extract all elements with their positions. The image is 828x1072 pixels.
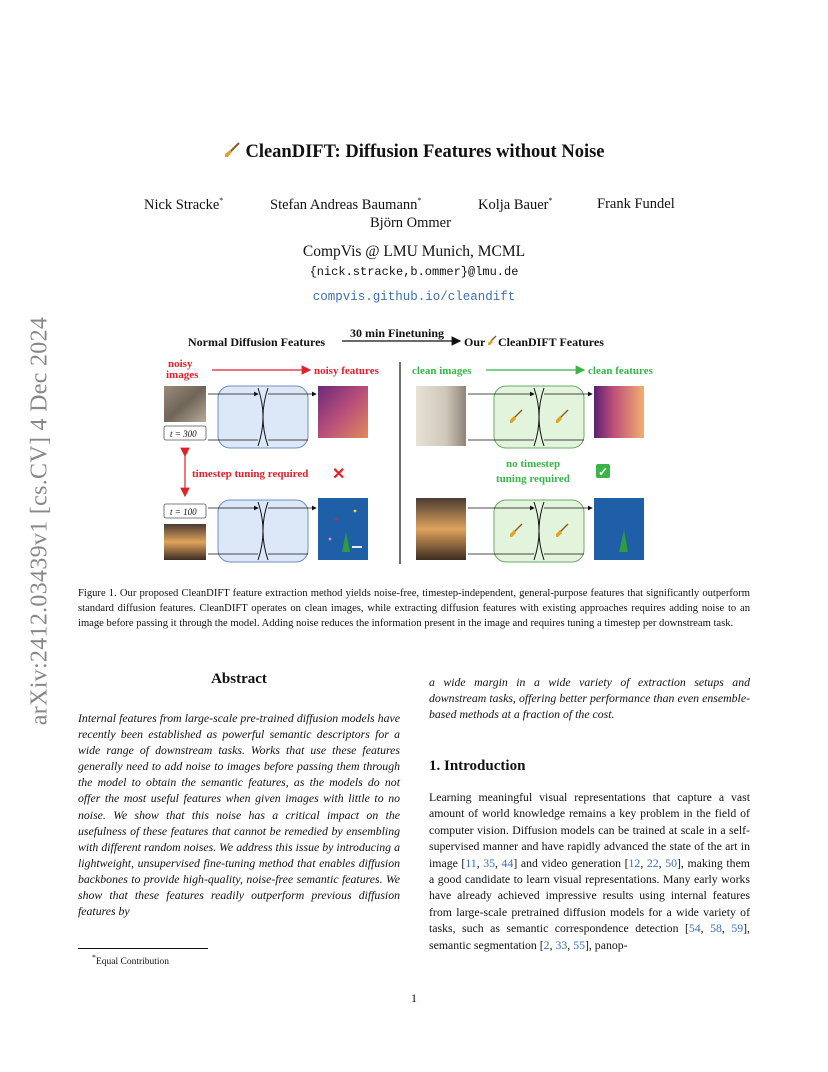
t-top-label: t = 300 [170,429,197,439]
segmentation-map-left [318,498,368,560]
broom-icon [488,336,496,345]
unet-box-right-top [468,386,592,448]
citation[interactable]: 35 [483,855,496,870]
citation[interactable]: 44 [501,855,514,870]
left-header: Normal Diffusion Features [188,335,326,349]
finetune-label: 30 min Finetuning [350,326,445,340]
citation[interactable]: 54 [688,921,701,936]
citation[interactable]: 33 [555,937,568,952]
author-emails: {nick.stracke,b.ommer}@lmu.de [309,265,519,279]
arxiv-stamp [20,290,60,752]
citation[interactable]: 2 [543,937,550,952]
footnote: *Equal Contribution [92,953,170,968]
introduction-paragraph: Learning meaningful visual representations that capture a vast amount of world knowledge remains a key problem in the field of computer vision. Diffusion models can be trained at scale in a self-supervised manner and have rapidly advanced the state of the art in image [11, 35, 44] and video generation [12, 22, 50], making them a good candidate to learn visual representations. Many early works have already achieved impressive results using internal features from large-scale pretrained diffusion models for a wide variety of tasks, such as semantic correspondence detection [54, 58, 59], semantic segmentation [2, 33, 55], panop- [429,790,750,952]
noisy-feature-map [318,386,368,438]
abstract-heading: Abstract [211,671,267,687]
author-5: Björn Ommer [370,215,451,231]
page-number: 1 [411,991,417,1005]
paper-title [0,141,828,163]
abstract-text-left: Internal features from large-scale pre-trained diffusion models have recently been established as powerful semantic descriptors for a wide range of downstream tasks. Works that use these features generally need to add noise to images before passing them through the model to obtain the semantic features, as the models do not offer the most useful features when given images with little to no noise. We show that this noise has a critical impact on the usefulness of these features that cannot be remedied by ensembling with different random noises. We address this issue by introducing a lightweight, unsupervised fine-tuning method that enables diffusion backbones to provide high-quality, noise-free semantic features. We show that these features readily outperform previous diffusion features by [78,711,400,919]
cross-icon: ✕ [332,466,346,483]
noisy-features-label: noisy features [314,365,379,377]
broom-icon [223,141,241,159]
clean-feature-map [594,386,644,438]
right-header-prefix: Our [464,335,486,349]
clean-input-image [416,386,466,446]
unet-box-left-bottom [208,500,316,562]
noisy-images-label-1: noisy [168,358,193,370]
sunset-input-image-left [164,524,206,560]
paper-title-text: CleanDIFT: Diffusion Features without Noise [245,142,605,162]
noisy-images-label-2: images [166,369,199,381]
figure-caption: Figure 1. Our proposed CleanDIFT feature extraction method yields noise-free, timestep-independent, general-purpose features that significantly outperform standard diffusion features. CleanDIFT operates on clean images, while extracting diffusion features with existing approaches requires adding noise to an image before passing it through the model. Adding noise reduces the information present in the image and requires tuning a timestep per downstream task. [78,588,750,629]
segmentation-map-right [594,498,644,560]
citation[interactable]: 50 [665,855,677,870]
author-4: Frank Fundel [597,196,675,212]
t-bottom-label: t = 100 [170,507,197,517]
noisy-input-image [164,386,206,422]
affiliation: CompVis @ LMU Munich, MCML [302,243,526,260]
author-1: Nick Stracke* [144,196,224,213]
tuning-required-label: timestep tuning required [192,468,309,480]
no-tuning-label-2: tuning required [496,473,570,485]
no-tuning-label-1: no timestep [506,458,561,470]
citation[interactable]: 58 [710,921,722,936]
citation[interactable]: 55 [573,937,585,952]
sunset-input-image-right [416,498,466,560]
citation[interactable]: 22 [646,855,659,870]
project-link[interactable]: compvis.github.io/cleandift [312,290,516,304]
clean-features-label: clean features [588,365,653,377]
arxiv-stamp-text: arXiv:2412.03439v1 [cs.CV] 4 Dec 2024 [26,316,53,726]
author-2: Stefan Andreas Baumann* [270,196,422,213]
unet-box-left-top [208,386,316,448]
citation[interactable]: 11 [465,855,477,870]
citation[interactable]: 59 [731,921,744,936]
unet-box-right-bottom [468,500,592,562]
introduction-heading: 1. Introduction [429,758,526,774]
checkmark-icon [596,464,610,479]
citation[interactable]: 12 [628,855,641,870]
right-header: CleanDIFT Features [498,335,604,349]
author-3: Kolja Bauer* [478,196,553,213]
abstract-text-right: a wide margin in a wide variety of extraction setups and downstream tasks, offering better performance than even ensemble-based methods at a fraction of the cost. [429,675,750,722]
figure-1 [160,324,676,574]
checkmark-glyph: ✓ [598,465,609,479]
clean-images-label: clean images [412,365,472,377]
footnote-rule [78,948,208,949]
